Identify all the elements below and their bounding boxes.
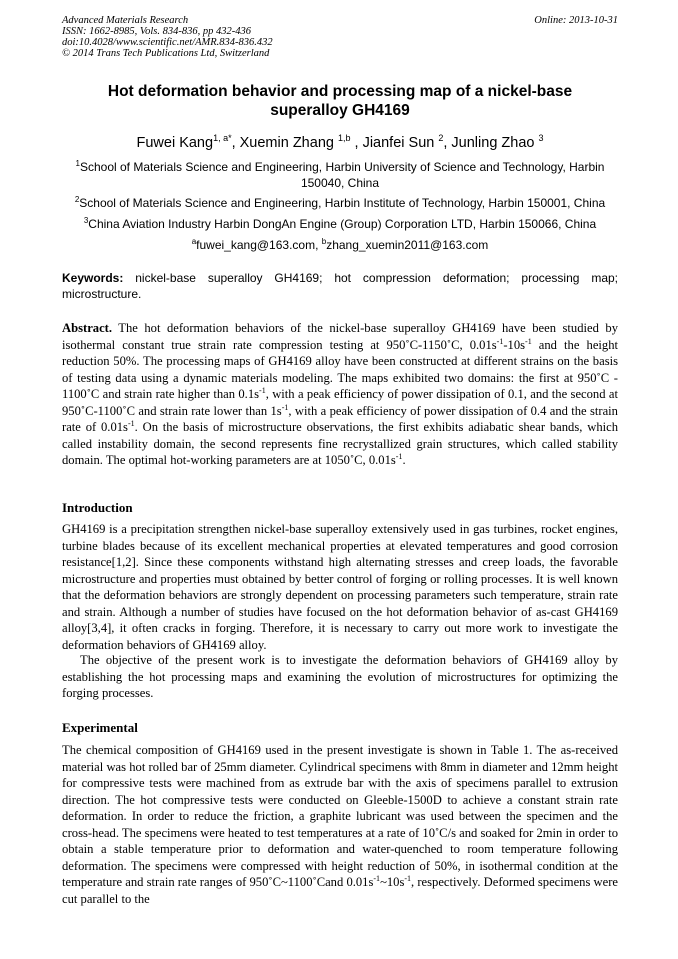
introduction-paragraph-1: GH4169 is a precipitation strengthen nickel-base superalloy extensively used in gas turbines, rocket engines, turbine blades because of its excellent mechanical properties at elevated temperatures and good corrosion resistance[1,2]. Since these components withstand high alternating stresses and creep loads, the favorable microstructure and properties must obtained by better control of forging or rolling processes. It is well known that the deformation behaviors are strongly dependent on processing parameters such temperature, strain rate and strain. Although a number of studies have focused on the hot deformation behavior of as-cast GH4169 alloy[3,4], it often cracks in forging. Therefore, it is necessary to carry out more work to investigate the deformation behaviors of GH4169 alloy. <box>62 522 618 652</box>
paper-title: Hot deformation behavior and processing map of a nickel-base superalloy GH4169 <box>107 83 573 119</box>
email-address-a[interactable]: fuwei_kang@163.com, <box>196 238 322 252</box>
experimental-paragraph <box>62 742 618 907</box>
affil-text: School of Materials Science and Engineering, Harbin Institute of Technology, Harbin 150001, China <box>79 196 606 210</box>
experimental-text: ~10s <box>380 875 405 889</box>
copyright-line: © 2014 Trans Tech Publications Ltd, Switzerland <box>62 48 270 59</box>
affil-mark: 3 <box>83 216 89 225</box>
experimental-text: The chemical composition of GH4169 used in the present investigate is shown in Table 1. The as-received material was hot rolled bar of 25mm diameter. Cylindrical specimens with 8mm in diameter and 12mm height for compressive tests were machined from as extrude bar with the axis of specimens parallel to extrusion direction. The hot compressive tests were conducted on Gleeble-1500D to achieve a constant strain rate deformation. In order to reduce the friction, a graphite lubricant was used between the specimen and the cross-head. The specimens were heated to test temperatures at a rate of 10˚C/s and soaked for 2min in order to obtain a stable temperature prior to deformation and water-quenched to room temperature following deformation. The specimens were compressed with height reduction of 50%, in isothermal condition at the temperature and strain rate ranges of 950˚C~1100˚Cand 0.01s <box>62 743 618 889</box>
abstract-text: . On the basis of microstructure observations, the first exhibits adiabatic shear bands, which called instability domain, the second represents fine recrystallized grain structures, which called stability domain. The optimal hot-working parameters are at 1050˚C, 0.01s <box>62 420 618 467</box>
superscript: -1 <box>395 451 403 461</box>
keywords-text: nickel-base superalloy GH4169; hot compression deformation; processing map; microstructure. <box>62 271 618 301</box>
email-mark: a <box>191 237 197 246</box>
author-affil-mark: 1, a* <box>213 133 232 143</box>
affil-text: School of Materials Science and Engineering, Harbin University of Science and Technology, Harbin 150040, China <box>79 160 605 190</box>
affil-mark: 1 <box>75 159 80 168</box>
section-heading-experimental: Experimental <box>62 720 138 735</box>
author-affil-mark: 2 <box>438 133 444 143</box>
author-name: , Junling Zhao <box>443 134 539 151</box>
journal-name: Advanced Materials Research <box>62 15 189 26</box>
email-address-b[interactable]: zhang_xuemin2011@163.com <box>326 238 489 252</box>
superscript: -1 <box>259 385 266 395</box>
abstract-text: , with a peak efficiency of power dissipation of 0.1, and the second at 950˚C-1100˚C and strain rate lower than 1s <box>62 387 618 418</box>
abstract-text: . <box>402 453 406 467</box>
superscript: -1 <box>281 402 289 412</box>
author-affil-mark: 1,b <box>337 133 351 143</box>
issn-line: ISSN: 1662-8985, Vols. 834-836, pp 432-436 <box>62 26 251 37</box>
superscript: -1 <box>373 873 381 883</box>
superscript: -1 <box>496 336 504 346</box>
superscript: -1 <box>127 418 135 428</box>
abstract-text: -10s <box>503 337 526 352</box>
superscript: -1 <box>404 873 412 883</box>
author-affil-mark: 3 <box>538 133 544 143</box>
abstract-text: The hot deformation behaviors of the nickel-base superalloy GH4169 have been studied by isothermal constant true strain rate compression testing at 950˚C-1150˚C, 0.01s <box>62 321 618 352</box>
affil-mark: 2 <box>74 195 80 204</box>
superscript: -1 <box>525 336 532 346</box>
author-name: , Jianfei Sun <box>350 134 439 151</box>
introduction-paragraph-2: The objective of the present work is to investigate the deformation behaviors of GH4169 alloy by establishing the hot processing maps and examining the evolution of microstructures for optimizing the forging processes. <box>62 653 618 700</box>
affil-text: China Aviation Industry Harbin DongAn Engine (Group) Corporation LTD, Harbin 150066, China <box>88 217 597 231</box>
keywords-label: Keywords: <box>62 271 124 285</box>
online-date: Online: 2013-10-31 <box>534 15 618 26</box>
abstract-block <box>62 320 618 469</box>
doi-line: doi:10.4028/www.scientific.net/AMR.834-836.432 <box>62 37 273 48</box>
abstract-text: and the height reduction 50%. The processing maps of GH4169 alloy have been constructed at different strains on the basis of testing data using a dynamic materials modeling. The maps exhibited two domains: the first at 950˚C - 1100˚C and strain rate higher than 0.1s <box>62 337 618 401</box>
affiliation-3 <box>62 213 618 232</box>
author-name: Fuwei Kang <box>136 134 214 151</box>
abstract-text: , with a peak efficiency of power dissipation of 0.4 and the strain rate of 0.01s <box>62 403 618 434</box>
keywords-block <box>62 270 618 302</box>
affiliation-2 <box>62 192 618 211</box>
email-line <box>62 234 618 253</box>
abstract-label: Abstract. <box>62 321 113 335</box>
author-name: , Xuemin Zhang <box>231 134 338 151</box>
section-heading-introduction: Introduction <box>62 500 133 515</box>
experimental-text: , respectively. Deformed specimens were cut parallel to the <box>62 875 618 906</box>
running-header <box>62 15 618 59</box>
affiliation-1 <box>62 156 618 191</box>
author-list <box>40 129 640 152</box>
email-mark: b <box>321 237 327 246</box>
